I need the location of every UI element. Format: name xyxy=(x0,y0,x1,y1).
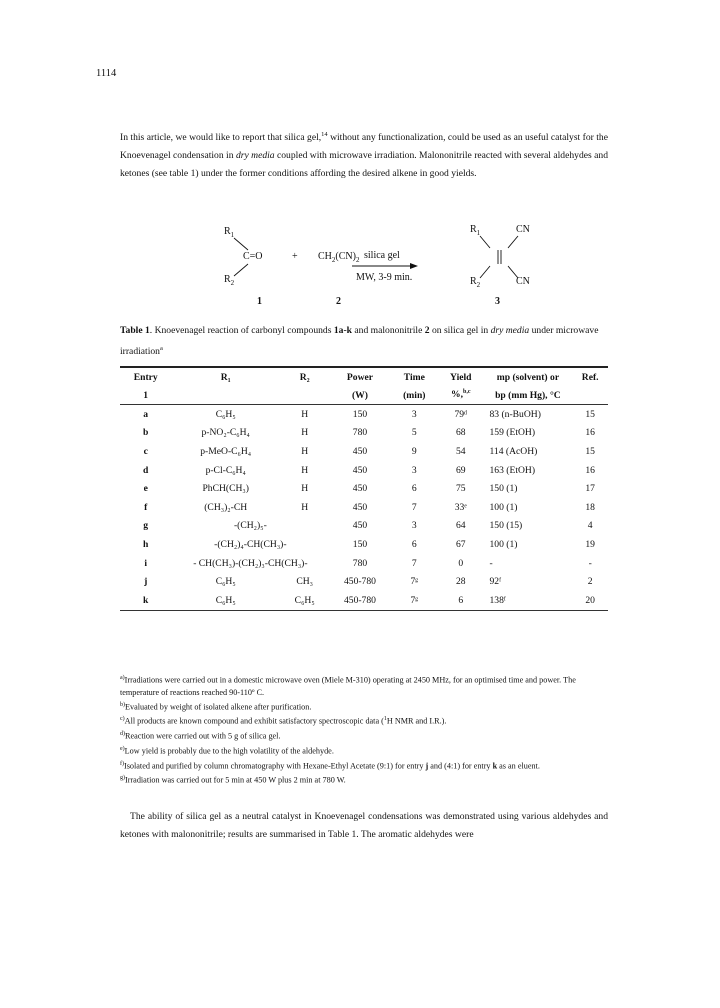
scheme-label-3: 3 xyxy=(495,296,500,307)
footnote-g: $^{g)}$Irradiation was carried out for 5 min at 450 W plus 2 min at 780 W. xyxy=(120,775,346,786)
header-power-2: (W) xyxy=(329,386,390,405)
table-header-row xyxy=(120,367,608,386)
table-row: e PhCH(CH₃) H 450 6 75 150 (1) 17 xyxy=(143,483,595,495)
footnote-d: $^{d)}$Reaction were carried out with 5 g of silica gel. xyxy=(120,731,281,741)
table-row: c p-MeO-C₆H₄ H 450 9 54 114 (AcOH) 15 xyxy=(143,445,595,457)
table-row: f (CH₃)₂-CH H 450 7 33ᵉ 100 (1) 18 xyxy=(144,501,595,513)
reaction-scheme xyxy=(0,220,720,310)
table-row: j C₆H₅ CH₃ 450-780 7ᵍ 28 92ᶠ 2 xyxy=(144,576,593,588)
scheme-product-cn-top: CN xyxy=(516,224,530,235)
table-row: d p-Cl-C₆H₄ H 450 3 69 163 (EtOH) 16 xyxy=(143,464,595,476)
intro-em: dry media xyxy=(235,150,275,162)
page-number: 1114 xyxy=(96,68,117,79)
header-time: Time xyxy=(391,367,438,386)
header-yield-2: %,$^{b,c}$ xyxy=(438,386,483,405)
header-r2: R₂ xyxy=(280,367,329,386)
header-mp-2: bp (mm Hg), °C xyxy=(483,386,572,405)
table-row: a C₆H₅ H 150 3 79ᵈ 83 (n-BuOH) 15 xyxy=(143,408,595,420)
scheme-bonds xyxy=(0,220,720,310)
scheme-reagent: $CH_2(CN)_2$ xyxy=(318,251,360,264)
footnote-b: $^{b)}$Evaluated by weight of isolated alkene after purification. xyxy=(120,701,312,712)
table-row: g -(CH₂)₅- 450 3 64 150 (15) 4 xyxy=(143,520,593,532)
table-row: h -(CH₂)₄-CH(CH₃)- 150 6 67 100 (1) 19 xyxy=(143,538,595,550)
scheme-label-2: 2 xyxy=(336,296,341,307)
results-table xyxy=(120,366,608,611)
intro-text-1: In this article, we would like to report that silica gel, xyxy=(120,132,322,144)
table-row: k C₆H₅ C₆H₅ 450-780 7ᵍ 6 138ᶠ 20 xyxy=(120,591,608,610)
intro-text-2: without any functionalization, could be used as an useful catalyst for the Knoevenagel condensation in xyxy=(120,132,608,162)
intro-ref: 14 xyxy=(321,131,328,138)
footnotes xyxy=(120,672,608,787)
footnote-a: $^{a)}$Irradiations were carried out in a domestic microwave oven (Miele M-310) operating at 2450 MHz, for an optimised time and power. The temperature of reactions reached 90-110º C. xyxy=(120,675,576,697)
scheme-r2: $R_2$ xyxy=(224,274,235,287)
scheme-carbonyl: C=O xyxy=(243,251,263,262)
scheme-product-cn-bottom: CN xyxy=(516,276,530,287)
scheme-above-arrow: silica gel xyxy=(364,250,400,261)
caption-label: Table 1 xyxy=(120,325,150,336)
scheme-product-r1: $R_1$ xyxy=(470,224,481,237)
table-row: b p-NO₂-C₆H₄ H 780 5 68 159 (EtOH) 16 xyxy=(143,427,595,439)
body-paragraph: The ability of silica gel as a neutral catalyst in Knoevenagel condensations was demonstrated using various aldehydes and ketones with malononitrile; results are summarised in Table 1. The aromatic aldehydes were xyxy=(120,811,608,840)
header-mp: mp (solvent) or xyxy=(483,367,572,386)
header-time-2: (min) xyxy=(391,386,438,405)
table-caption: Table 1. Knoevenagel reaction of carbonyl compounds 1a-k and malononitrile 2 on silica gel in dry media under microwave irradiation$^a$ xyxy=(120,325,599,358)
footnote-f: $^{f)}$Isolated and purified by column chromatography with Hexane-Ethyl Acetate (9:1) for entry j and (4:1) for entry k as an eluent. xyxy=(120,760,540,771)
intro-text-3: coupled with microwave irradiation. Malononitrile reacted with several aldehydes and ketones (see table 1) under the former conditions affording the desired alkene in good yields. xyxy=(120,150,608,180)
footnote-c: $^{c)}$All products are known compound and exhibit satisfactory spectroscopic data ($^1$H NMR and I.R.). xyxy=(120,716,447,727)
header-power: Power xyxy=(329,367,390,386)
header-r1: R₁ xyxy=(171,367,280,386)
intro-paragraph xyxy=(120,126,608,183)
scheme-below-arrow: MW, 3-9 min. xyxy=(356,272,413,283)
table-row: i - CH(CH₃)-(CH₂)₃-CH(CH₃)- 780 7 0 - - xyxy=(144,557,592,569)
header-yield: Yield xyxy=(438,367,483,386)
scheme-r1: $R_1$ xyxy=(224,226,235,239)
header-entry: Entry xyxy=(120,367,171,386)
footnote-e: $^{e)}$Low yield is probably due to the high volatility of the aldehyde. xyxy=(120,745,334,756)
scheme-plus: + xyxy=(292,251,298,262)
table-header-row-2 xyxy=(120,386,608,405)
scheme-product-r2: $R_2$ xyxy=(470,276,481,289)
header-ref: Ref. xyxy=(572,367,608,386)
header-entry-2: 1 xyxy=(120,386,171,405)
scheme-label-1: 1 xyxy=(257,296,262,307)
